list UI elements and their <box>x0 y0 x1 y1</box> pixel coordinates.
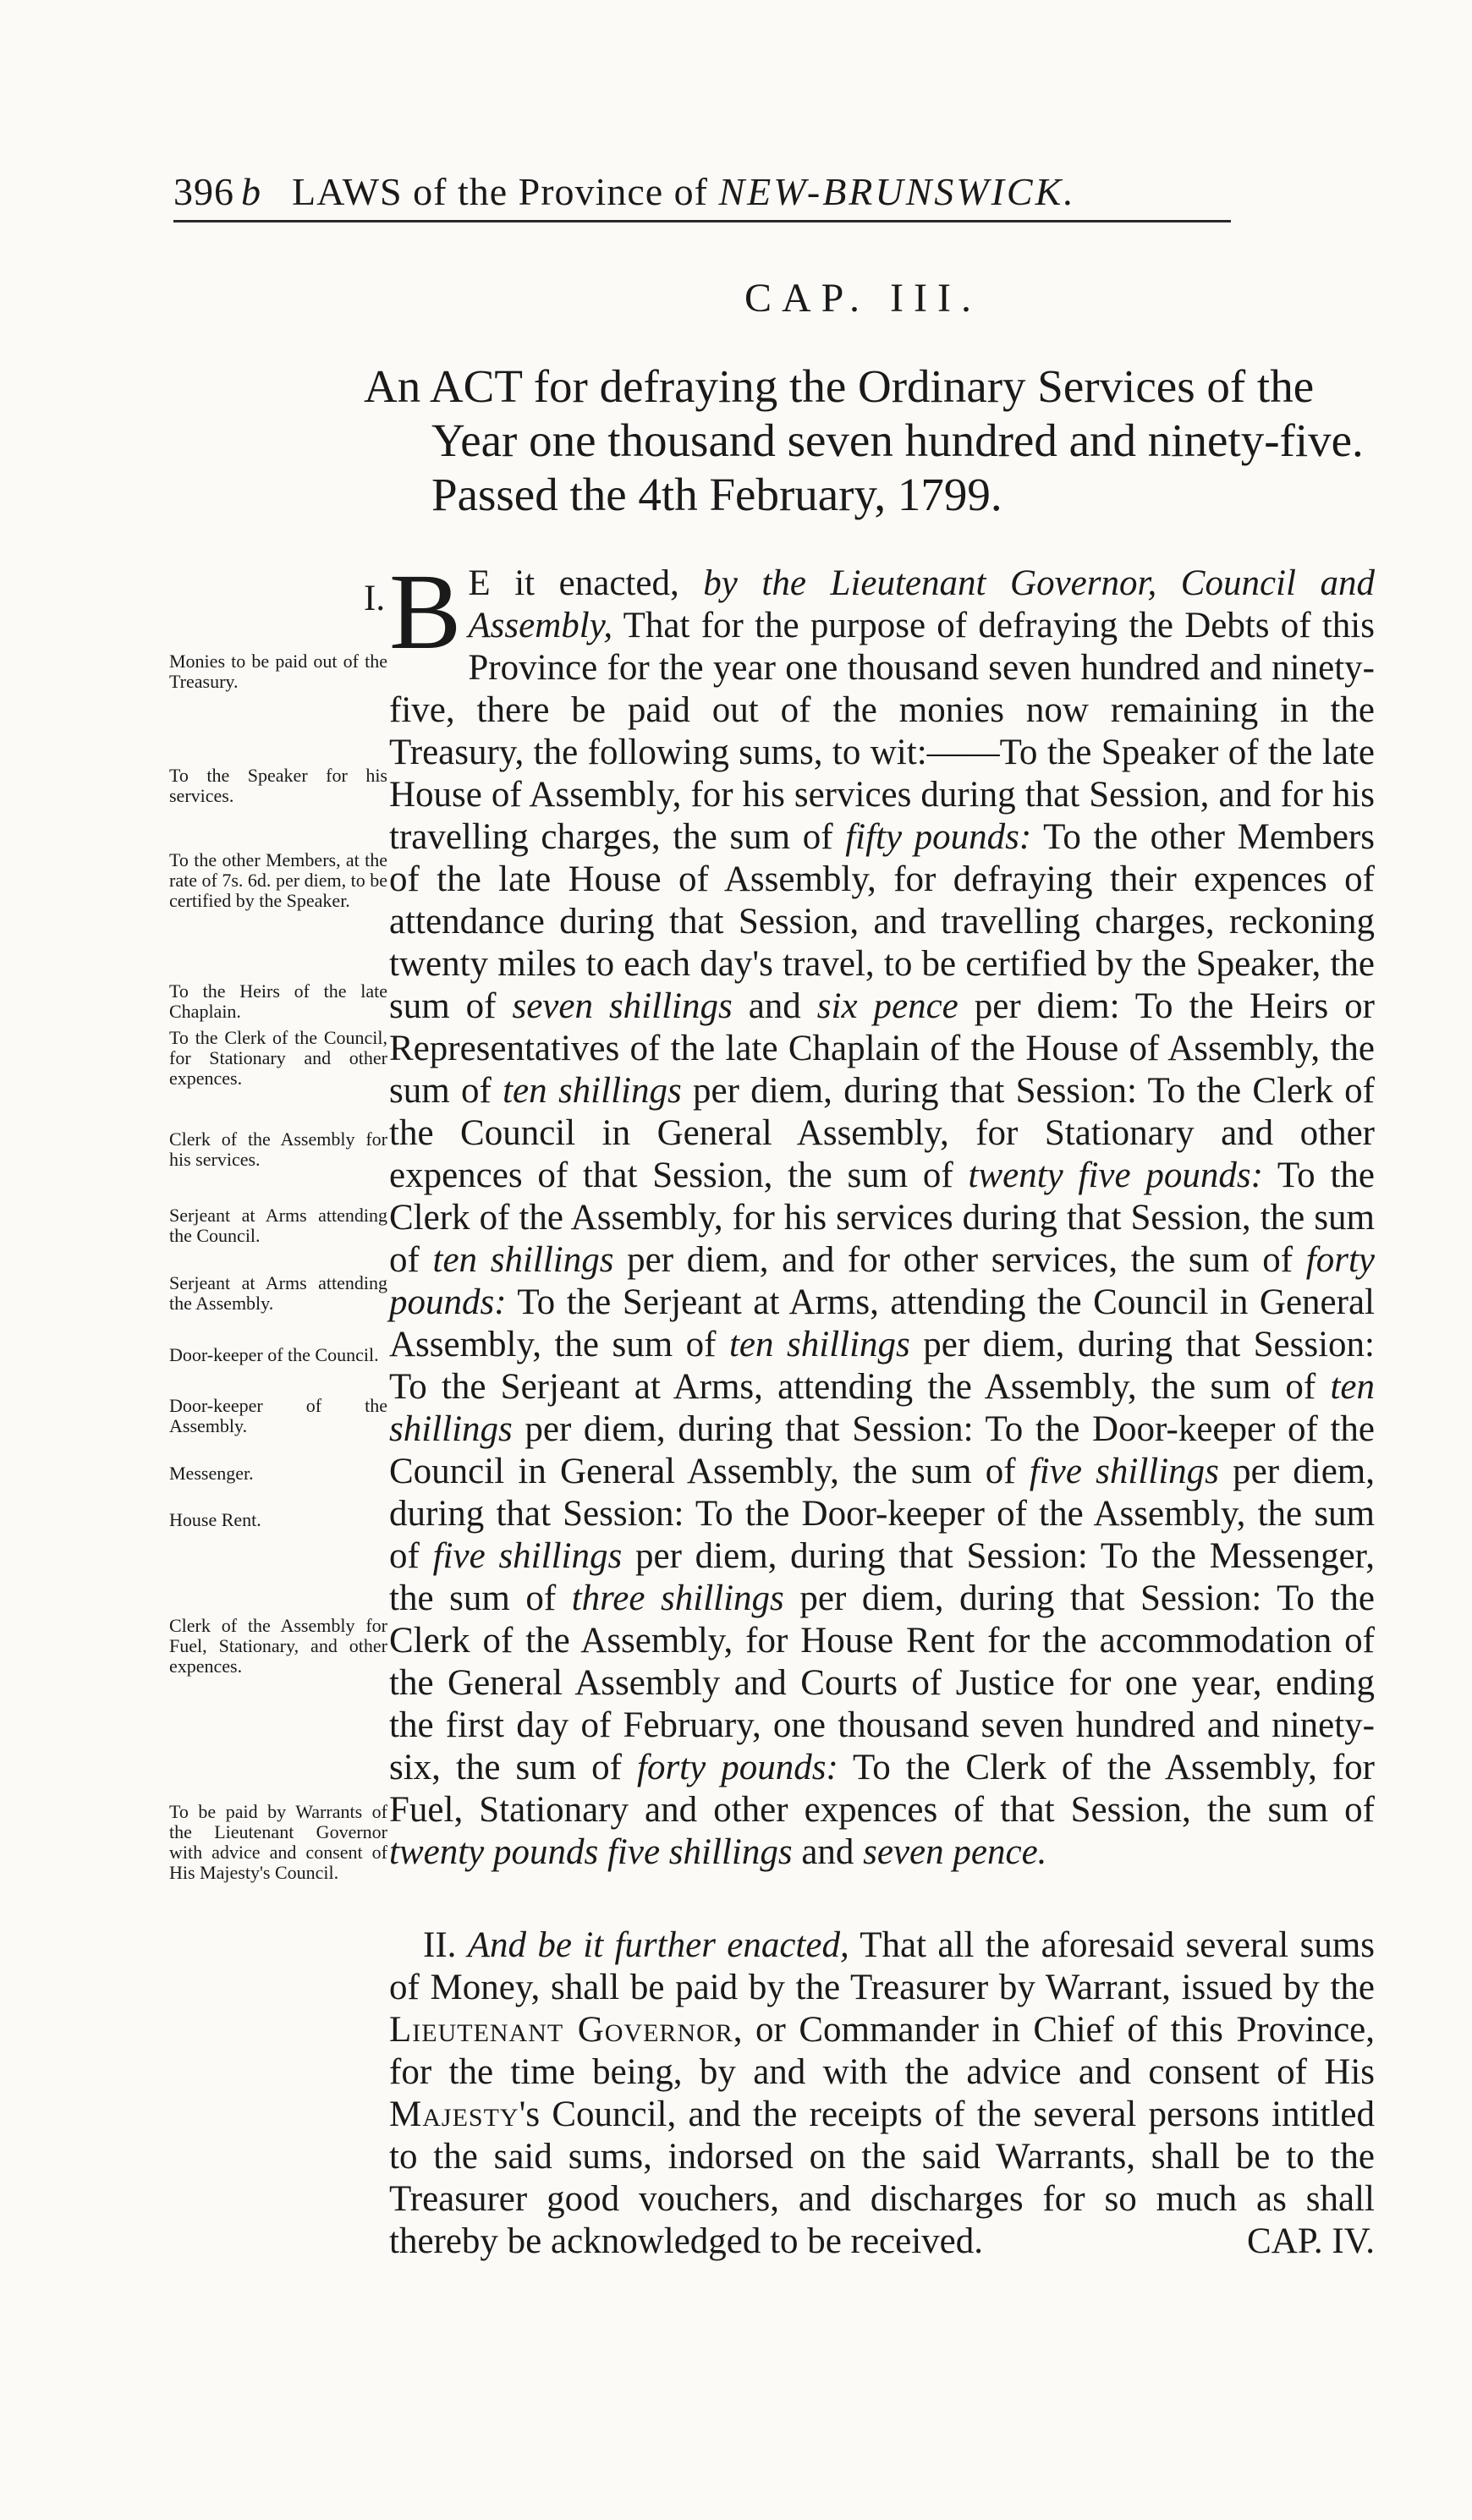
chapter-heading: CAP. III. <box>744 276 982 321</box>
margin-note: To the Clerk of the Council, for Stationary and other expences. <box>169 1027 387 1089</box>
section-number: II. <box>423 1925 457 1965</box>
catchword: CAP. IV. <box>1247 2221 1375 2261</box>
margin-note: House Rent. <box>169 1509 261 1530</box>
margin-note: To the Heirs of the late Chaplain. <box>169 980 387 1022</box>
section-number: I. <box>364 579 386 618</box>
act-title-line: An ACT for defraying the Ordinary Services of the <box>364 360 1315 412</box>
province-name: NEW-BRUNSWICK. <box>718 170 1076 213</box>
margin-note: To the Speaker for his services. <box>169 765 387 806</box>
running-head <box>173 169 1231 222</box>
act-title-line: Year one thousand seven hundred and ninety-five. <box>431 415 1364 466</box>
printer-mark: b <box>241 170 261 213</box>
section-1: I. B E it enacted, by the Lieutenant Governor, Council and Assembly, That for the purpose of defraying the Debts of this Province for the year one thousand seven hundred and ninety-five, there be paid out of the monies now remaining in the Treasury, the following sums, to wit:——To the Speaker of the late House of Assembly, for his services during that Session, and for his travelling charges, the sum of fifty pounds: To the other Members of the late House of Assembly, for defraying their expences of attendance during that Session, and travelling charges, reckoning twenty miles to each day's travel, to be certified by the Speaker, the sum of seven shillings and six pence per diem: To the Heirs or Representatives of the late Chaplain of the House of Assembly, the sum of ten shillings per diem, during that Session: To the Clerk of the Council in General Assembly, for Stationary and other expences of that Session, the sum of twenty five pounds: To the Clerk of the Assembly, for his services during that Session, the sum of ten shillings per diem, and for other services, the sum of forty pounds: To the Serjeant at Arms, attending the Council in General Assembly, the sum of ten shillings per diem, during that Session: To the Serjeant at Arms, attending the Assembly, the sum of ten shillings per diem, during that Session: To the Door-keeper of the Council in General Assembly, the sum of five shillings per diem, during that Session: To the Door-keeper of the Assembly, the sum of five shillings per diem, during that Session: To the Messenger, the sum of three shillings per diem, during that Session: To the Clerk of the Assembly, for House Rent for the accommodation of the General Assembly and Courts of Justice for one year, ending the first day of February, one thousand seven hundred and ninety-six, the sum of forty pounds: To the Clerk of the Assembly, for Fuel, Stationary and other expences of that Session, the sum of twenty pounds five shillings and seven pence. <box>364 552 1375 1872</box>
margin-note: Clerk of the Assembly for his services. <box>169 1128 387 1170</box>
act-title <box>364 360 1379 522</box>
act-title-line: Passed the 4th February, 1799. <box>431 469 1002 520</box>
margin-note: To the other Members, at the rate of 7s. 6d. per diem, to be certified by the Speaker. <box>169 849 387 911</box>
margin-note: Monies to be paid out of the Treasury. <box>169 651 387 692</box>
margin-note: Door-keeper of the Assembly. <box>169 1395 387 1436</box>
margin-note: Door-keeper of the Council. <box>169 1344 379 1365</box>
act-body <box>364 552 1376 2263</box>
margin-note: Serjeant at Arms attending the Assembly. <box>169 1272 387 1314</box>
running-title <box>292 169 1076 214</box>
running-title-prefix: LAWS of the Province of <box>292 170 708 213</box>
margin-note: Clerk of the Assembly for Fuel, Stationary, and other expences. <box>169 1615 387 1677</box>
margin-note: Messenger. <box>169 1463 254 1484</box>
margin-note: Serjeant at Arms attending the Council. <box>169 1205 387 1246</box>
section-2: II. And be it further enacted, That all the aforesaid several sums of Money, shall be paid by the Treasurer by Warrant, issued by the Lieutenant Governor, or Commander in Chief of this Province, for the time being, by and with the advice and consent of His Majesty's Council, and the receipts of the several persons intitled to the said sums, indorsed on the said Warrants, shall be to the Treasurer good vouchers, and discharges for so much as shall thereby be acknowledged to be received. CAP. IV. <box>389 1925 1376 2261</box>
drop-cap: B <box>389 552 462 672</box>
margin-note: To be paid by Warrants of the Lieutenant Governor with advice and consent of His Majesty's Council. <box>169 1801 387 1883</box>
page-number: 396 <box>173 170 234 213</box>
